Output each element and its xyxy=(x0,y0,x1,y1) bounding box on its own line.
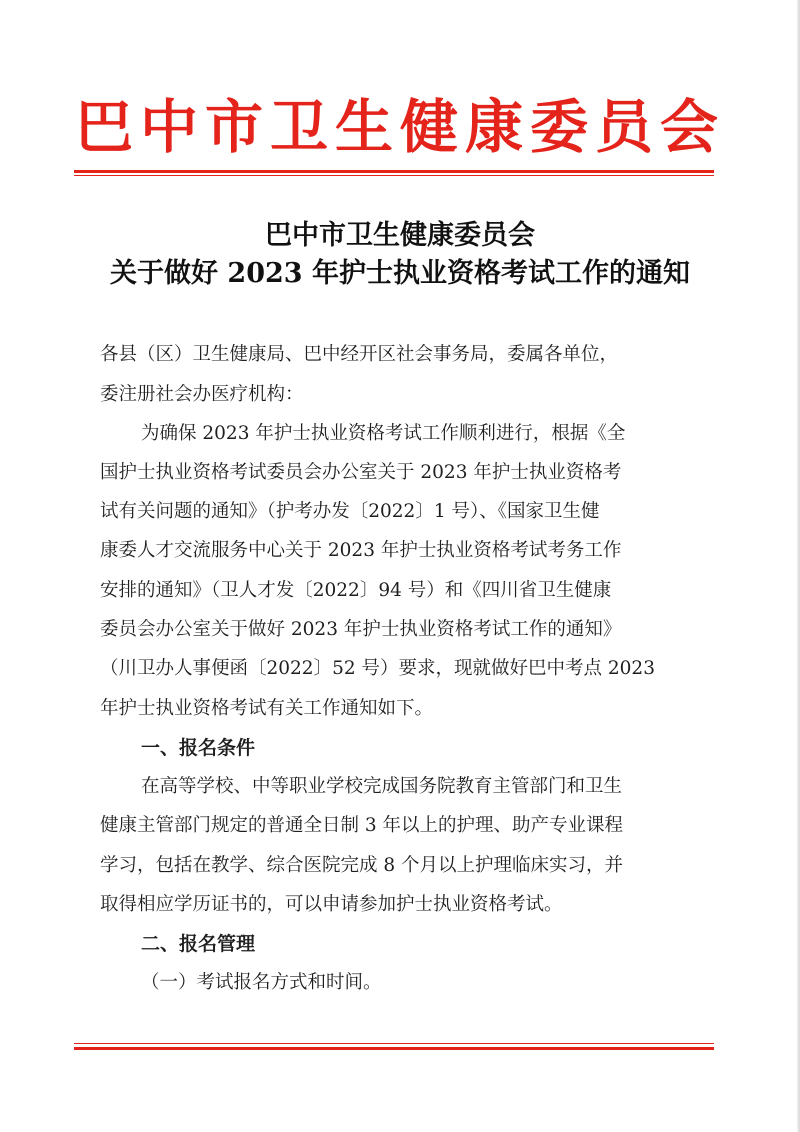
intro-paragraph-line: （川卫办人事便函〔2022〕52 号）要求，现就做好巴中考点 2023 xyxy=(100,658,655,679)
subsection-heading: （一）考试报名方式和时间。 xyxy=(141,972,382,993)
section-heading-eligibility: 一、报名条件 xyxy=(141,737,256,759)
org-header-title: 巴中市卫生健康委员会 xyxy=(74,93,725,161)
header-red-rule-thin xyxy=(74,175,714,176)
intro-paragraph-line: 委员会办公室关于做好 2023 年护士执业资格考试工作的通知》 xyxy=(100,619,622,640)
section1-paragraph-line: 在高等学校、中等职业学校完成国务院教育主管部门和卫生 xyxy=(141,776,623,797)
intro-paragraph-line: 康委人才交流服务中心关于 2023 年护士执业资格考试考务工作 xyxy=(100,540,622,561)
document-title-line2: 关于做好 2023 年护士执业资格考试工作的通知 xyxy=(110,258,690,289)
section1-paragraph-line: 健康主管部门规定的普通全日制 3 年以上的护理、助产专业课程 xyxy=(100,815,624,836)
intro-paragraph-line: 安排的通知》（卫人才发〔2022〕94 号）和《四川省卫生健康 xyxy=(100,580,612,601)
section-heading-registration: 二、报名管理 xyxy=(141,933,256,955)
header-red-rule xyxy=(74,170,714,173)
section1-paragraph-line: 学习，包括在教学、综合医院完成 8 个月以上护理临床实习，并 xyxy=(100,855,624,876)
footer-red-rule-thin xyxy=(74,1043,714,1044)
addressee-line: 各县（区）卫生健康局、巴中经开区社会事务局，委属各单位， xyxy=(100,344,619,365)
addressee-line: 委注册社会办医疗机构： xyxy=(100,384,304,405)
footer-red-rule xyxy=(74,1047,714,1050)
intro-paragraph-line: 国护士执业资格考试委员会办公室关于 2023 年护士执业资格考 xyxy=(100,462,622,483)
intro-paragraph-line: 试有关问题的通知》（护考办发〔2022〕1 号）、《国家卫生健 xyxy=(100,501,600,522)
document-title-line1: 巴中市卫生健康委员会 xyxy=(265,220,535,251)
intro-paragraph-line: 为确保 2023 年护士执业资格考试工作顺利进行，根据《全 xyxy=(141,423,626,444)
intro-paragraph-line: 年护士执业资格考试有关工作通知如下。 xyxy=(100,698,434,719)
section1-paragraph-line: 取得相应学历证书的，可以申请参加护士执业资格考试。 xyxy=(100,894,563,915)
